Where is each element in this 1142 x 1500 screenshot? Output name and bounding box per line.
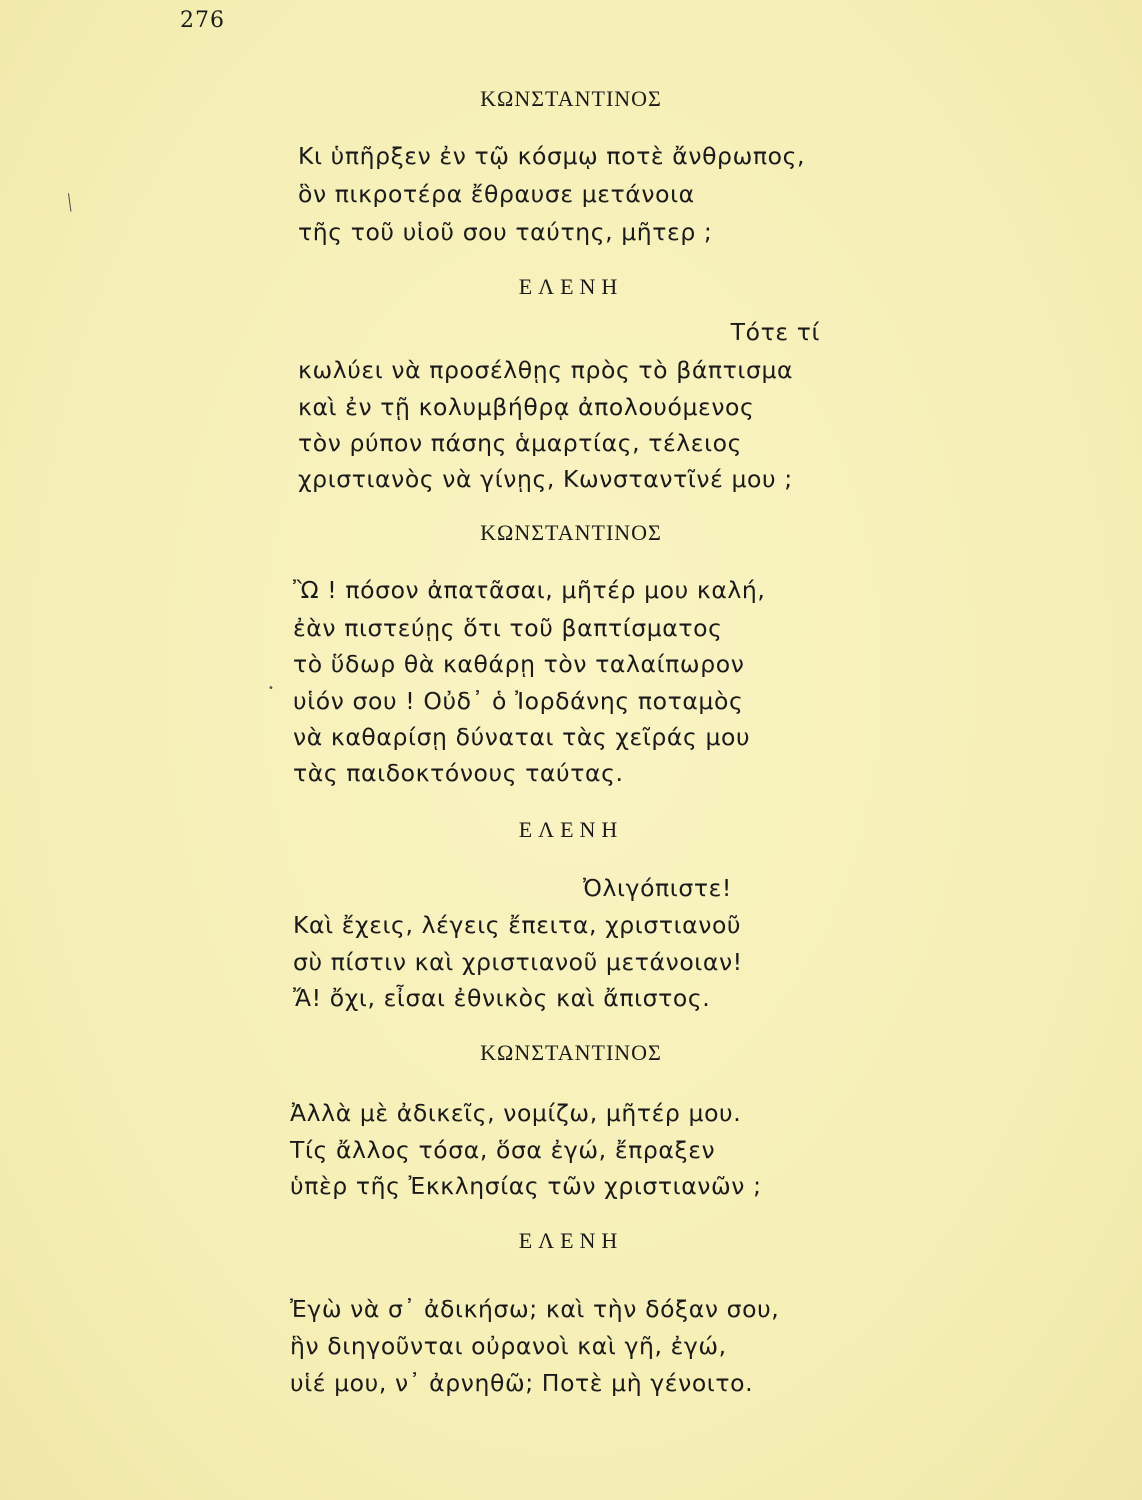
verse-line: Ἄ! ὄχι, εἶσαι ἐθνικὸς καὶ ἄπιστος. xyxy=(293,984,711,1012)
verse-line: τῆς τοῦ υἱοῦ σου ταύτης, μῆτερ ; xyxy=(298,218,713,246)
verse-line: χριστιανὸς νὰ γίνῃς, Κωνσταντῖνέ μου ; xyxy=(298,465,793,493)
verse-line: Τίς ἄλλος τόσα, ὅσα ἐγώ, ἔπραξεν xyxy=(290,1136,716,1164)
speaker-name: ΕΛΕΝΗ xyxy=(518,1228,624,1253)
verse-line: ὃν πικροτέρα ἔθραυσε μετάνοια xyxy=(298,180,695,208)
verse-line: Κι ὑπῆρξεν ἐν τῷ κόσμῳ ποτὲ ἄνθρωπος, xyxy=(298,142,806,170)
verse-line: κωλύει νὰ προσέλθῃς πρὸς τὸ βάπτισμα xyxy=(298,356,794,384)
verse-line: ἣν διηγοῦνται οὐρανοὶ καὶ γῆ, ἐγώ, xyxy=(290,1332,727,1360)
verse-line: τὸν ρύπον πάσης ἁμαρτίας, τέλειος xyxy=(298,429,743,457)
verse-line: τὰς παιδοκτόνους ταύτας. xyxy=(293,759,624,787)
verse-line: ὑπὲρ τῆς Ἐκκλησίας τῶν χριστιανῶν ; xyxy=(290,1172,762,1200)
verse-line: Ὀλιγόπιστε! xyxy=(583,874,732,902)
verse-line: Ἐγὼ νὰ σ᾽ ἀδικήσω; καὶ τὴν δόξαν σου, xyxy=(290,1295,780,1323)
verse-line: καὶ ἐν τῇ κολυμβήθρᾳ ἀπολουόμενος xyxy=(298,393,755,421)
verse-line: νὰ καθαρίσῃ δύναται τὰς χεῖράς μου xyxy=(293,723,751,751)
verse-line: Καὶ ἔχεις, λέγεις ἔπειτα, χριστιανοῦ xyxy=(293,911,742,939)
speaker-name: ΚΩΝΣΤΑΝΤΙΝΟΣ xyxy=(480,1040,662,1065)
verse-line: Τότε τί xyxy=(730,318,820,346)
verse-line: υἱέ μου, ν᾽ ἀρνηθῶ; Ποτὲ μὴ γένοιτο. xyxy=(290,1369,754,1397)
stray-mark: • xyxy=(268,683,274,694)
page-number: 276 xyxy=(180,8,225,33)
speaker-name: ΕΛΕΝΗ xyxy=(518,274,624,299)
verse-line: τὸ ὕδωρ θὰ καθάρῃ τὸν ταλαίπωρον xyxy=(293,650,745,678)
verse-line: Ἀλλὰ μὲ ἀδικεῖς, νομίζω, μῆτέρ μου. xyxy=(290,1099,742,1127)
verse-line: σὺ πίστιν καὶ χριστιανοῦ μετάνοιαν! xyxy=(293,948,743,976)
verse-line: Ὢ ! πόσον ἀπατᾶσαι, μῆτέρ μου καλή, xyxy=(293,576,766,604)
speaker-name: ΚΩΝΣΤΑΝΤΙΝΟΣ xyxy=(480,520,662,545)
speaker-name: ΕΛΕΝΗ xyxy=(518,817,624,842)
speaker-name: ΚΩΝΣΤΑΝΤΙΝΟΣ xyxy=(480,86,662,111)
verse-line: ἐὰν πιστεύῃς ὅτι τοῦ βαπτίσματος xyxy=(293,614,723,642)
stray-mark: ╱ xyxy=(62,194,79,212)
verse-line: υἱόν σου ! Οὐδ᾽ ὁ Ἰορδάνης ποταμὸς xyxy=(293,687,744,715)
